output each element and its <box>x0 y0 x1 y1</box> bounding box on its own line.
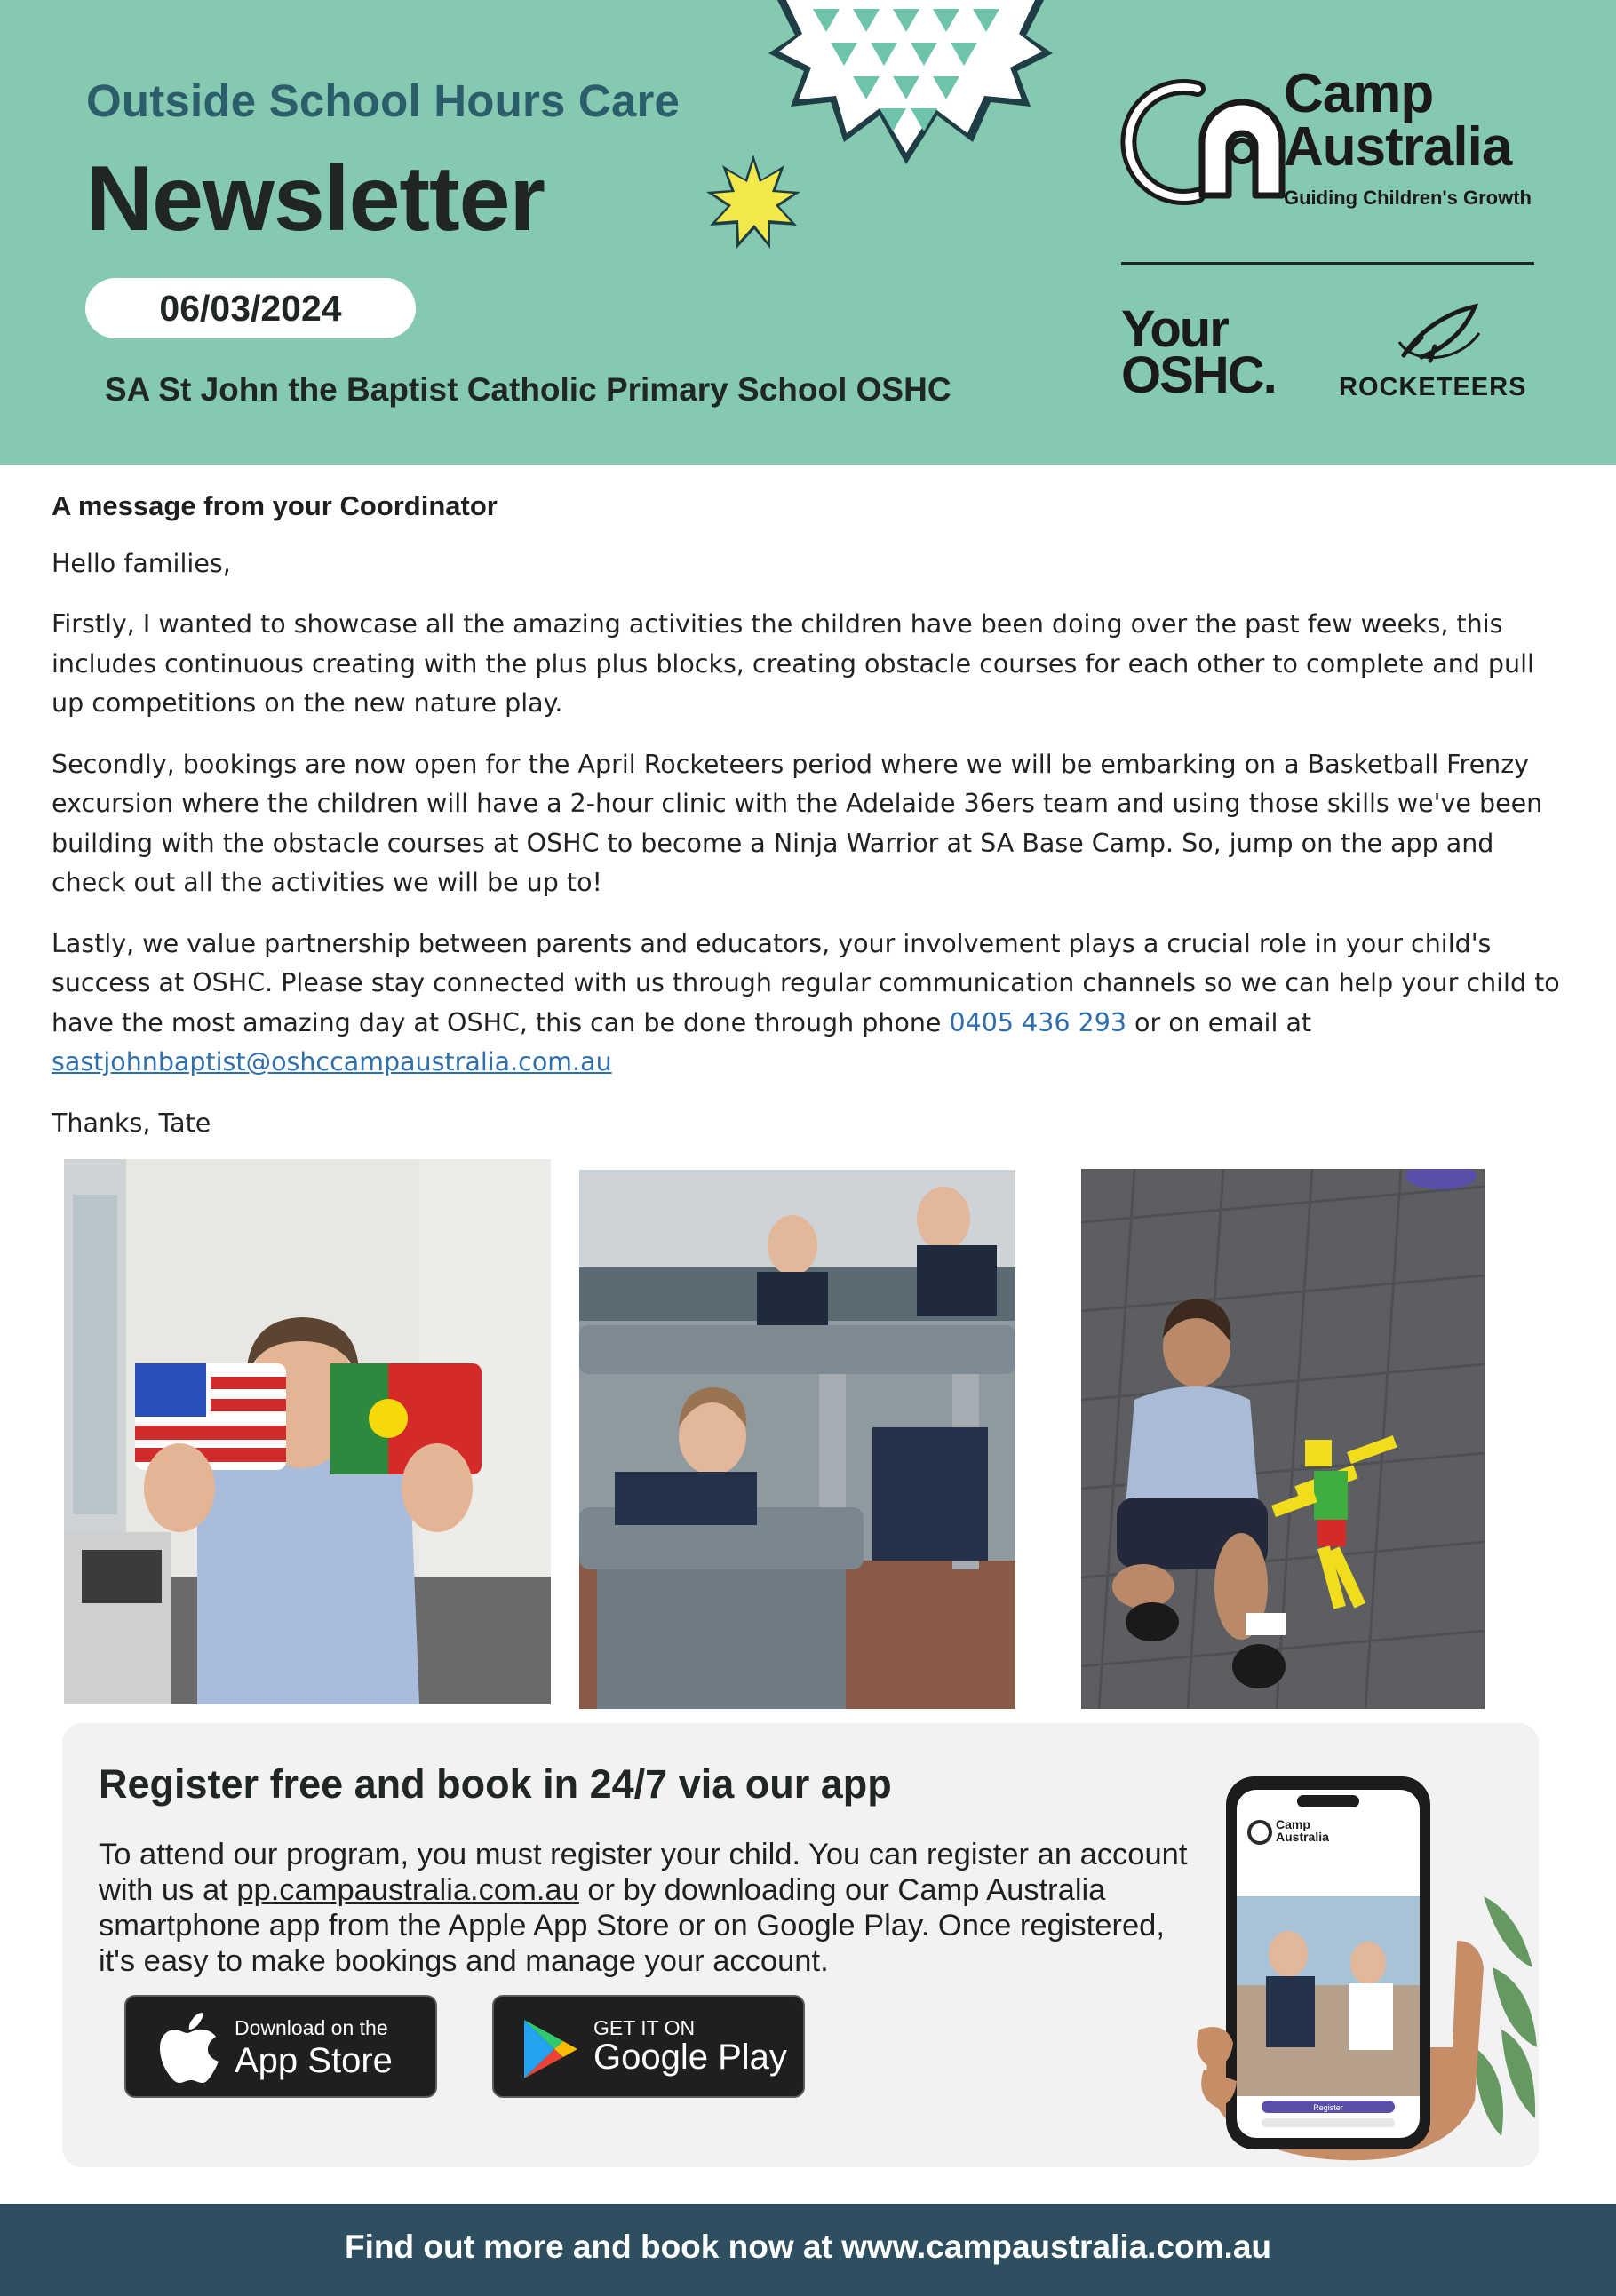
google-play-button[interactable] <box>492 1995 805 2098</box>
coordinator-message <box>52 487 1571 1164</box>
footer-bar <box>0 2204 1616 2296</box>
brand-name-line2: Australia <box>1284 116 1512 178</box>
school-name: SA St John the Baptist Catholic Primary School OSHC <box>105 371 951 408</box>
google-play-big-text: Google Play <box>593 2038 787 2077</box>
rocket-icon <box>1395 302 1484 364</box>
header-title: Newsletter <box>86 147 545 250</box>
your-oshc-line2: OSHC. <box>1121 346 1276 404</box>
apple-icon <box>160 2013 219 2084</box>
photo-boy-with-block-figure <box>1081 1169 1485 1709</box>
message-paragraph-2: Secondly, bookings are now open for the April Rocketeers period where we will be embarking on a Basketball Frenzy excursion where the children will have a 2-hour clinic with the Adelaide 36ers team and using those skills we've been building with the obstacle courses at OSHC to become a Ninja Warrior at SA Base Camp. So, jump on the app and check out all the activities we will be up to! <box>52 749 1543 897</box>
your-oshc-line1: Your <box>1121 300 1228 358</box>
date-badge: 06/03/2024 <box>85 278 416 338</box>
phone-screen-brand-1: Camp <box>1276 1817 1310 1831</box>
camp-australia-wordmark <box>1284 63 1512 178</box>
app-store-small-text: Download on the <box>235 2016 388 2039</box>
message-greeting: Hello families, <box>52 548 231 578</box>
register-body-text-2: or by downloading our Camp Australia smartphone app from the Apple App Store or on Google Play. Once registered, it's easy to make bookings and manage your account. <box>99 1873 1165 1978</box>
rocketeers-logo: ROCKETEERS <box>1339 373 1527 401</box>
paragraph-3-text: Lastly, we value partnership between parents and educators, your involvement plays a crucial role in your child's success at OSHC. Please stay connected with us through regular communication channels so we can help your child to have the most amazing day at OSHC, this can be done through phone <box>52 928 1560 1037</box>
footer-cta[interactable]: Find out more and book now at www.campaustralia.com.au <box>345 2228 1271 2265</box>
app-store-button[interactable] <box>124 1995 437 2098</box>
header-subtitle: Outside School Hours Care <box>86 75 681 126</box>
photo-boy-with-blocks <box>64 1159 551 1704</box>
phone-screen-brand-2: Australia <box>1276 1830 1329 1844</box>
register-body <box>99 1837 1209 1979</box>
your-oshc-logo <box>1121 300 1276 404</box>
register-title: Register free and book in 24/7 via our app <box>99 1761 892 1807</box>
paragraph-3-text-end: or on email at <box>1126 1007 1312 1037</box>
email-link[interactable]: sastjohnbaptist@oshccampaustralia.com.au <box>52 1047 612 1076</box>
phone-link[interactable]: 0405 436 293 <box>949 1007 1126 1037</box>
register-portal-link[interactable]: pp.campaustralia.com.au <box>236 1873 579 1907</box>
newsletter-header <box>0 0 1616 465</box>
register-body-text-1: To attend our program, you must register your child. You can register an account with us at <box>99 1838 1188 1907</box>
app-store-big-text: App Store <box>235 2041 393 2080</box>
brand-tagline: Guiding Children's Growth <box>1284 187 1532 209</box>
message-paragraph-3 <box>52 925 1571 1083</box>
google-play-icon <box>522 2018 579 2080</box>
google-play-small-text: GET IT ON <box>593 2016 696 2039</box>
message-paragraph-1: Firstly, I wanted to showcase all the amazing activities the children have been doing over the past few weeks, this includes continuous creating with the plus plus blocks, creating obstacle courses for each other to complete and pull up competitions on the new nature play. <box>52 609 1534 718</box>
brand-name-line1: Camp <box>1284 63 1434 124</box>
photo-children-under-table <box>579 1170 1015 1709</box>
phone-screen-register-button: Register <box>1313 2103 1343 2112</box>
message-signoff: Thanks, Tate <box>52 1108 211 1138</box>
message-heading: A message from your Coordinator <box>52 490 498 521</box>
header-divider <box>1121 262 1534 265</box>
triangle-star-decoration-icon <box>760 0 1062 169</box>
sun-decoration-icon <box>705 153 802 250</box>
phone-in-hand-illustration <box>1190 1763 1537 2163</box>
